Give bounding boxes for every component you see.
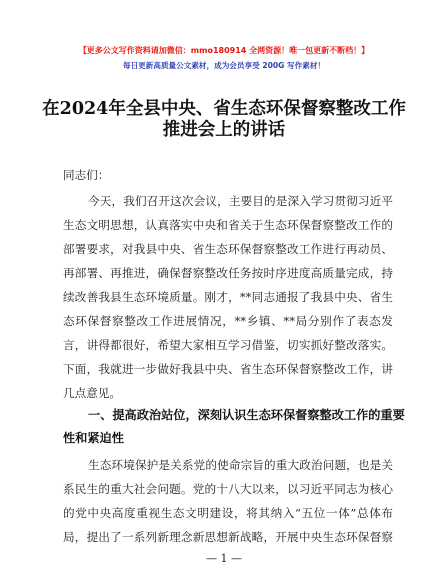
paragraph1-line3: 部署要求，对我县中央、省生态环保督察整改工作进行再动员、 [63,242,393,256]
paragraph1-line7: 言，讲得都很好，希望大家相互学习借鉴，切实抓好整改落实。 [63,338,393,352]
paragraph2-line1: 生态环境保护是关系党的使命宗旨的重大政治问题，也是关 [88,458,393,472]
paragraph1-line8: 下面，我就进一步做好我县中央、省生态环保督察整改工作，讲 [63,362,393,376]
section1-heading-line2: 性和紧迫性 [63,431,124,445]
paragraph1-line4: 再部署、再推进，确保督察整改任务按时序进度高质量完成，持 [63,266,393,280]
salutation: 同志们： [63,168,110,182]
document-title-line2: 推进会上的讲话 [162,120,286,140]
paragraph1-line2: 生态文明思想，认真落实中央和省关于生态环保督察整改工作的 [63,218,393,232]
paragraph2-line3: 的党中央高度重视生态文明建设，将其纳入“五位一体”总体布 [63,506,393,520]
document-title-line1: 在2024年全县中央、省生态环保督察整改工作 [42,99,406,119]
paragraph2-line4: 局，提出了一系列新理念新思想新战略，开展中央生态环保督察 [63,530,393,544]
paragraph1-line6: 态环保督察整改工作进展情况，**乡镇、**局分别作了表态发 [63,314,393,328]
paragraph1-line5: 续改善我县生态环境质量。刚才，**同志通报了我县中央、省生 [63,290,393,304]
paragraph2-line2: 系民生的重大社会问题。党的十八大以来，以习近平同志为核心 [63,482,393,496]
promo-banner-line2: 每日更新高质量公文素材，成为会员享受 200G 写作素材！ [122,61,326,70]
paragraph1-line1: 今天，我们召开这次会议，主要目的是深入学习贯彻习近平 [88,194,393,208]
promo-banner-line1: 【更多公文写作资料请加微信：mmo180914 全网资源！唯一包更新不断档！】 [78,46,370,55]
paragraph1-line9: 几点意见。 [63,386,121,400]
page-number: — 1 — [206,552,242,565]
section1-heading-line1: 一、提高政治站位，深刻认识生态环保督察整改工作的重要 [88,408,405,422]
